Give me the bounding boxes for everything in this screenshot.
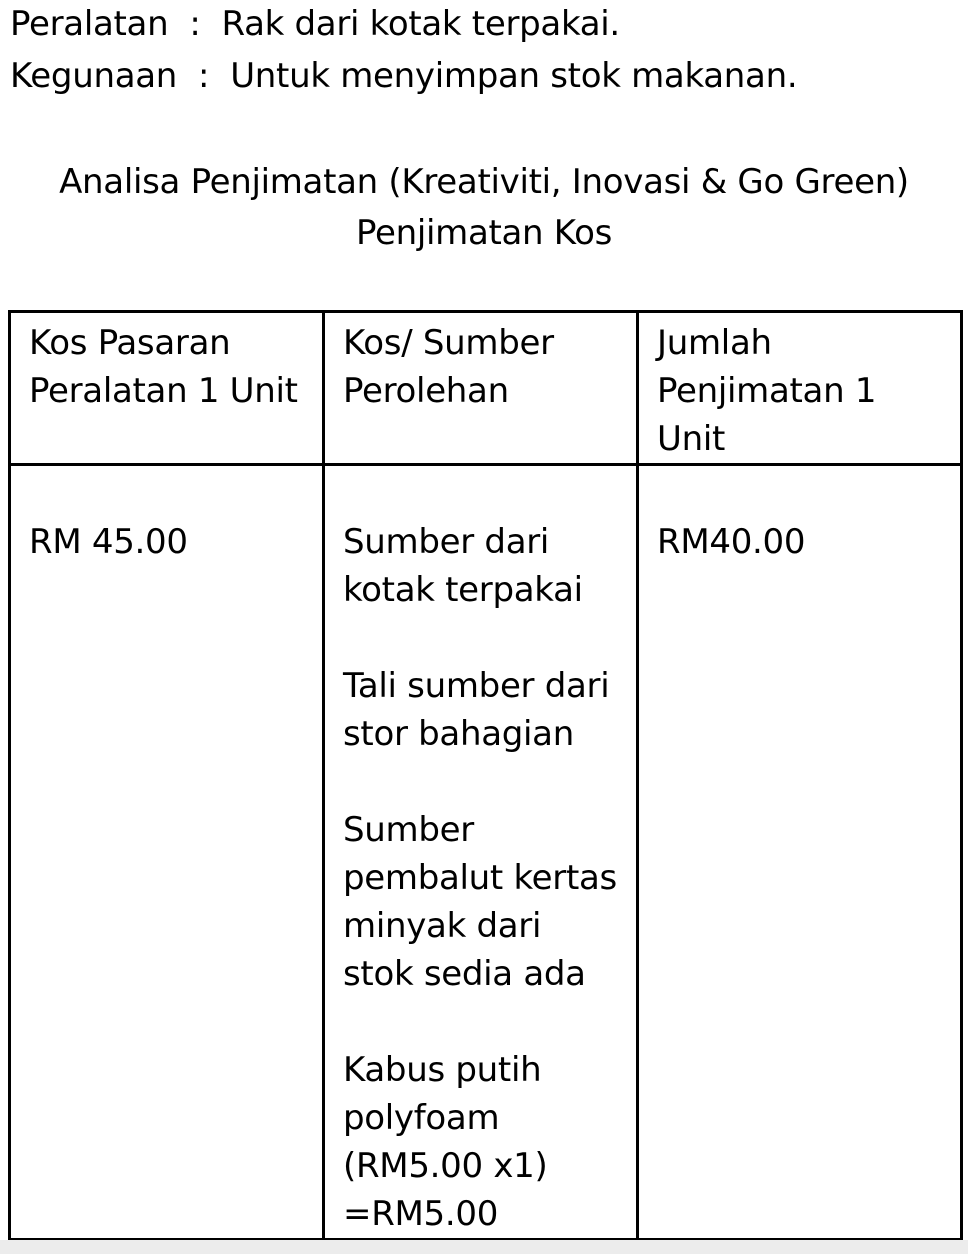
market-cost-cell — [10, 465, 324, 1240]
analysis-subtitle: Penjimatan Kos — [355, 213, 613, 253]
cost-savings-table — [8, 310, 963, 1241]
source-item: Kabus putih polyfoam (RM5.00 x1) =RM5.00 — [343, 1050, 548, 1234]
page-bottom-edge — [0, 1240, 968, 1254]
header-label: Jumlah Penjimatan 1 Unit — [657, 323, 877, 459]
source-item: Sumber pembalut kertas minyak dari stok sedia ada — [343, 810, 617, 994]
header-label: Kos Pasaran Peralatan 1 Unit — [29, 323, 298, 411]
total-savings-value: RM40.00 — [657, 522, 806, 562]
source-item: Sumber dari kotak terpakai — [343, 522, 583, 610]
total-savings-cell — [638, 465, 962, 1240]
source-item: Tali sumber dari stor bahagian — [343, 666, 610, 754]
analysis-title: Analisa Penjimatan (Kreativiti, Inovasi & Go Green) — [59, 162, 909, 202]
table-header-row — [10, 312, 962, 465]
header-source-cost — [324, 312, 638, 465]
sources-cell — [324, 465, 638, 1240]
market-cost-value: RM 45.00 — [29, 522, 188, 562]
header-label: Kos/ Sumber Perolehan — [343, 323, 554, 411]
header-total-savings — [638, 312, 962, 465]
usage-line: Kegunaan : Untuk menyimpan stok makanan. — [10, 56, 798, 96]
table-row — [10, 465, 962, 1240]
equipment-line: Peralatan : Rak dari kotak terpakai. — [10, 4, 620, 44]
header-market-cost — [10, 312, 324, 465]
